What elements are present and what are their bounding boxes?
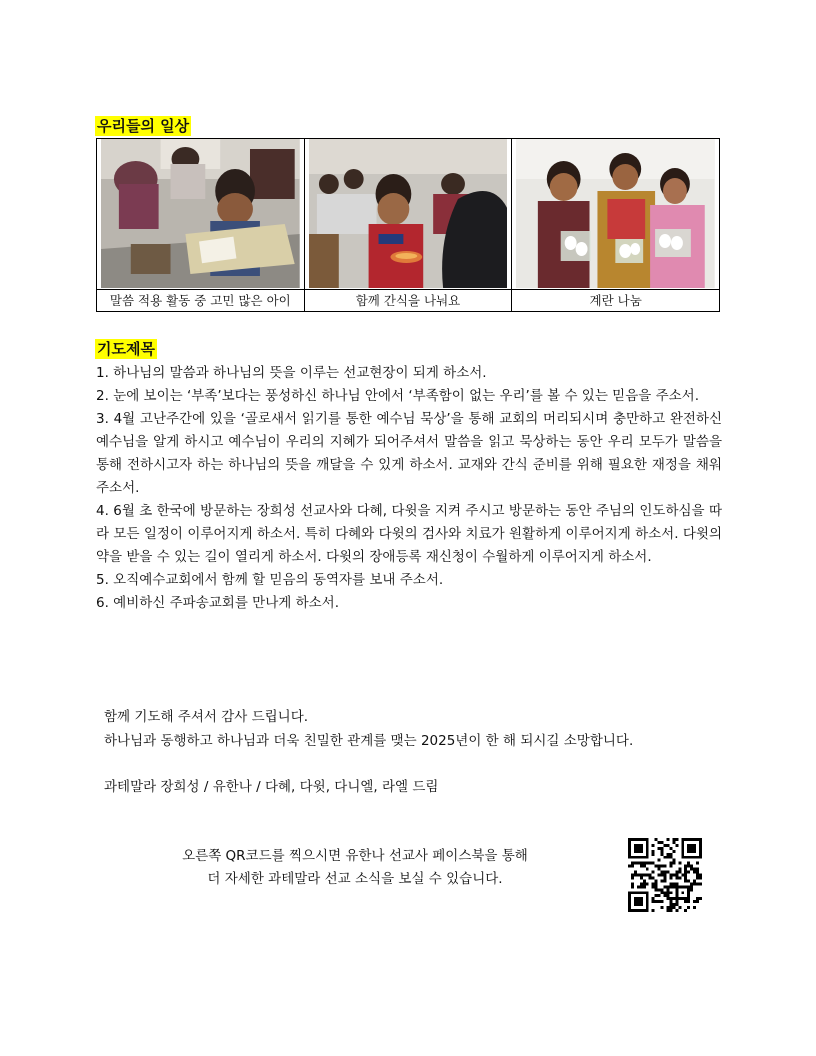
prayer-item-3: 3. 4월 고난주간에 있을 ‘골로새서 읽기를 통한 예수님 묵상’을 통해 교회의 머리되시며 충만하고 완전하신 예수님을 알게 하시고 예수님이 우리의 지혜가 되어주셔서 말씀을 읽고 묵상하는 동안 우리 모두가 말씀을 통해 전하시고자 하는 하나님의 뜻을 깨달을 수 있게 하소서. 교재와 간식 준비를 위해 필요한 재정을 채워주소서. <box>96 411 722 496</box>
photo-cell-1 <box>97 139 305 290</box>
prayer-list <box>96 362 722 615</box>
closing-thanks: 함께 기도해 주셔서 감사 드립니다. <box>104 709 309 725</box>
closing-signature: 과테말라 장희성 / 유한나 / 다혜, 다윗, 다니엘, 라엘 드림 <box>104 779 439 795</box>
prayer-item-1: 1. 하나님의 말씀과 하나님의 뜻을 이루는 선교현장이 되게 하소서. <box>96 365 487 381</box>
photo-cell-3 <box>512 139 720 290</box>
qr-code-icon[interactable] <box>628 838 702 912</box>
photo-caption-3: 계란 나눔 <box>512 290 720 312</box>
photo-snack-sharing <box>309 139 508 288</box>
prayer-heading: 기도제목 <box>97 340 155 358</box>
prayer-item-6: 6. 예비하신 주파송교회를 만나게 하소서. <box>96 595 339 611</box>
photo-egg-sharing <box>516 139 715 288</box>
qr-instruction-line-1: 오른쪽 QR코드를 찍으시면 유한나 선교사 페이스북을 통해 <box>182 848 528 864</box>
photo-classroom-activity <box>101 139 300 288</box>
daily-life-heading: 우리들의 일상 <box>97 117 190 135</box>
photo-caption-1: 말씀 적용 활동 중 고민 많은 아이 <box>97 290 305 312</box>
prayer-item-5: 5. 오직예수교회에서 함께 할 믿음의 동역자를 보내 주소서. <box>96 572 444 588</box>
prayer-item-2: 2. 눈에 보이는 ‘부족’보다는 풍성하신 하나님 안에서 ‘부족함이 없는 우리’를 볼 수 있는 믿음을 주소서. <box>96 388 700 404</box>
prayer-item-4: 4. 6월 초 한국에 방문하는 장희성 선교사와 다혜, 다윗을 지켜 주시고 방문하는 동안 주님의 인도하심을 따라 모든 일정이 이루어지게 하소서. 특히 다혜와 다윗의 검사와 치료가 원활하게 이루어지게 하소서. 다윗의 약을 받을 수 있는 길이 열리게 하소서. 다윗의 장애등록 재신청이 수월하게 이루어지게 하소서. <box>96 503 722 565</box>
qr-instruction-line-2: 더 자세한 과테말라 선교 소식을 보실 수 있습니다. <box>207 871 503 887</box>
closing-wish: 하나님과 동행하고 하나님과 더욱 친밀한 관계를 맺는 2025년이 한 해 되시길 소망합니다. <box>104 733 634 749</box>
photo-table <box>96 138 720 312</box>
photo-cell-2 <box>304 139 512 290</box>
photo-caption-2: 함께 간식을 나눠요 <box>304 290 512 312</box>
